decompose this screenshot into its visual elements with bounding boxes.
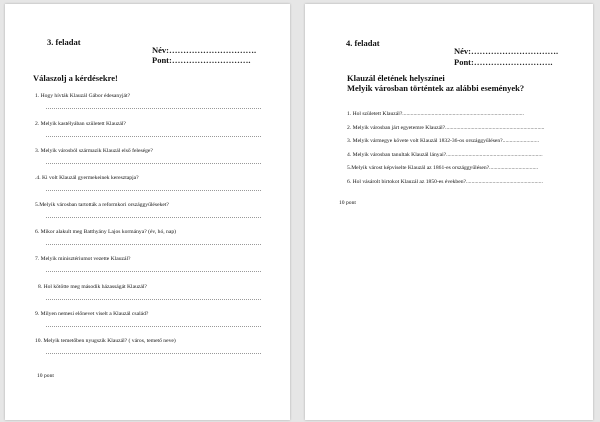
answer-line[interactable] xyxy=(46,244,261,245)
name-field: Név:…………………………. xyxy=(152,45,257,55)
answer-line[interactable] xyxy=(46,271,261,272)
heading: Klauzál életének helyszínei xyxy=(347,73,445,83)
question: 6. Hol vásárolt birtokot Klauzál az 1850-es években?....................................................... xyxy=(347,179,543,185)
question: 1. Hol született Klauzál?....................................................................................... xyxy=(347,111,524,117)
name-field: Név:…………………………. xyxy=(454,46,559,56)
question: 5.Melyik városban tartották a reformkori országgyűléseket? xyxy=(35,202,169,208)
heading: Válaszolj a kérdésekre! xyxy=(33,73,118,83)
question: 6. Mikor alakult meg Batthyány Lajos kormánya? (év, hó, nap) xyxy=(35,229,176,235)
question: 3. Melyik városból származik Klauzál első felesége? xyxy=(35,148,153,154)
question: 7. Melyik minisztériumot vezette Klauzál? xyxy=(35,256,131,262)
question: 1. Hogy hívták Klauzál Gábor édesanyját? xyxy=(35,93,131,99)
answer-line[interactable] xyxy=(46,136,261,137)
question: 2. Melyik városban járt egyetemre Klauzál?....................................................................... xyxy=(347,124,545,131)
subheading: Melyik városban történtek az alábbi események? xyxy=(347,83,525,93)
task-title: 3. feladat xyxy=(47,37,81,47)
question: 5.Melyik várost képviselte Klauzál az 1861-es országgyűlésen?................................... xyxy=(347,165,539,172)
question: 10. Melyik temetőben nyugszik Klauzál? ( város, temető neve) xyxy=(35,338,176,344)
score: 10 pont xyxy=(37,373,54,379)
answer-line[interactable] xyxy=(46,108,261,109)
page-left xyxy=(5,4,290,420)
question: 9. Milyen nemesi előnevet viselt a Klauzál család? xyxy=(35,311,149,317)
question: 3. Melyik vármegye követe volt Klauzál 1832-36-os országgyűlésen?.......................... xyxy=(347,138,540,145)
points-field: Pont:………………………. xyxy=(152,55,251,65)
task-title: 4. feladat xyxy=(346,38,380,48)
question: .4. Ki volt Klauzál gyermekeinek keresztapja? xyxy=(35,175,139,181)
answer-line[interactable] xyxy=(46,163,261,164)
answer-line[interactable] xyxy=(46,190,261,191)
question: 8. Hol kötötte meg második házasságát Klauzál? xyxy=(38,284,147,290)
score: 10 pont xyxy=(339,200,356,206)
answer-line[interactable] xyxy=(46,299,261,300)
answer-line[interactable] xyxy=(46,353,261,354)
answer-line[interactable] xyxy=(46,217,261,218)
question: 2. Melyik kastélyában született Klauzál? xyxy=(35,121,126,127)
question: 4. Melyik városban tanultak Klauzál lányai?..................................................................... xyxy=(347,151,543,158)
points-field: Pont:………………………. xyxy=(454,57,553,67)
answer-line[interactable] xyxy=(46,326,261,327)
